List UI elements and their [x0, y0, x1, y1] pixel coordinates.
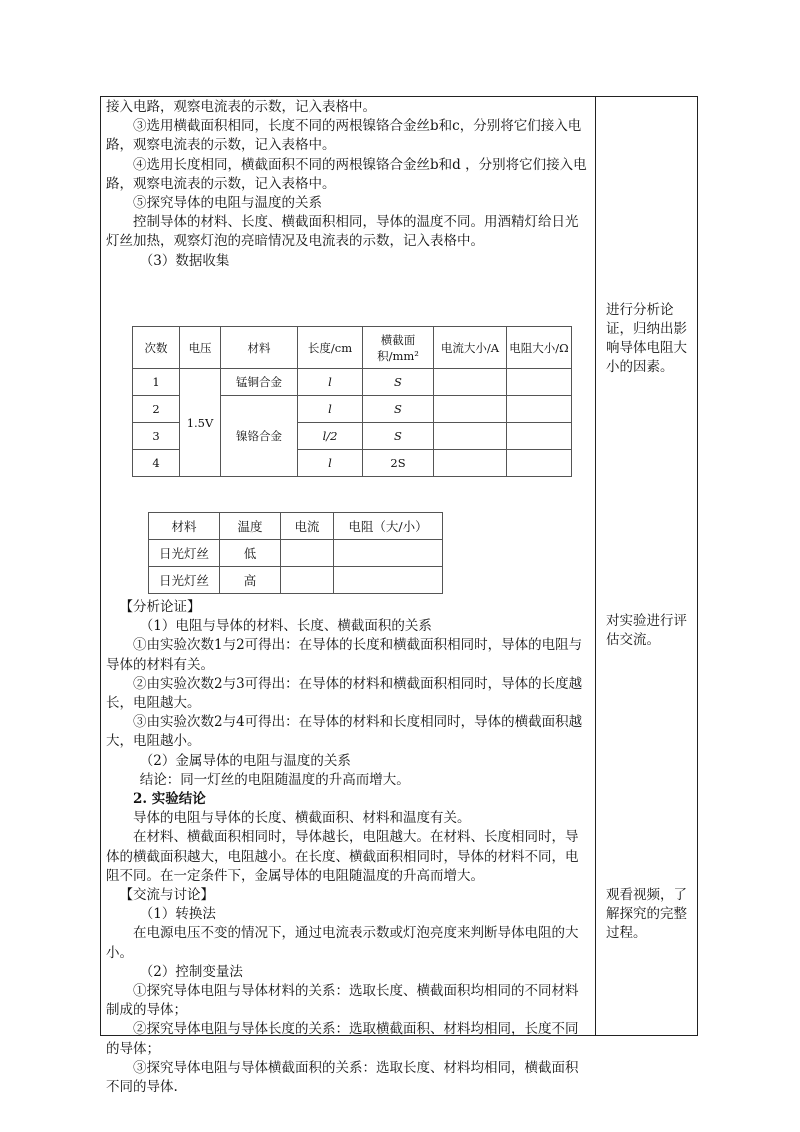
table-cell: 3: [133, 423, 180, 450]
section-heading: 【分析论证】: [119, 599, 201, 615]
table-cell: [434, 450, 507, 477]
table-cell: 4: [133, 450, 180, 477]
paragraph: 结论：同一灯丝的电阻随温度的升高而增大。: [139, 771, 410, 788]
side-note: 观看视频，了解探究的完整过程。: [606, 887, 687, 941]
table-header: 电压: [180, 327, 221, 369]
table-header: 长度/cm: [298, 327, 363, 369]
table-cell: S: [363, 369, 434, 396]
table-cell: [434, 423, 507, 450]
table-cell: [507, 396, 572, 423]
table-cell: 锰铜合金: [221, 369, 298, 396]
table-header: 材料: [221, 327, 298, 369]
paragraph: ②探究导体电阻与导体长度的关系：选取横截面积、材料均相同，长度不同的导体；: [106, 1021, 579, 1057]
paragraph: 在材料、横截面积相同时，导体越长，电阻越大。在材料、长度相同时，导体的横截面积越大，电阻越小。在长度、横截面积相同时，导体的材料不同，电阻不同。在一定条件下，金属导体的电阻随温度的升高而增大。: [106, 829, 579, 884]
table-header: 电流: [281, 513, 334, 540]
table-cell: 1: [133, 369, 180, 396]
table-cell: [507, 450, 572, 477]
section-heading: （3）数据收集: [139, 252, 230, 269]
paragraph: ③选用横截面积相同，长度不同的两根镍铬合金丝b和c，分别将它们接入电路，观察电流表的示数，记入表格中。: [106, 118, 582, 154]
paragraph: 控制导体的材料、长度、横截面积相同，导体的温度不同。用酒精灯给日光灯丝加热，观察灯泡的亮暗情况及电流表的示数，记入表格中。: [106, 214, 579, 250]
paragraph: ①探究导体电阻与导体材料的关系：选取长度、横截面积均相同的不同材料制成的导体；: [106, 983, 579, 1019]
data-table-1: [132, 326, 572, 477]
procedure-text: [106, 98, 590, 271]
column-divider: [595, 96, 596, 1036]
table-cell: [434, 369, 507, 396]
paragraph: ④选用长度相同，横截面积不同的两根镍铬合金丝b和d ，分别将它们接入电路，观察电流表的示数，记入表格中。: [106, 156, 587, 192]
table-header: 电阻大小/Ω: [507, 327, 572, 369]
table-cell: [281, 540, 334, 567]
table-header: 电流大小/A: [434, 327, 507, 369]
table-cell: 2S: [363, 450, 434, 477]
paragraph: ③探究导体电阻与导体横截面积的关系：选取长度、材料均相同，横截面积不同的导体.: [106, 1059, 579, 1096]
table-cell: [334, 567, 443, 594]
table-header: 横截面积/mm²: [363, 327, 434, 369]
table-cell: S: [363, 396, 434, 423]
paragraph: 导体的电阻与导体的长度、横截面积、材料和温度有关。: [133, 810, 471, 827]
table-cell: l: [298, 450, 363, 477]
analysis-text: [106, 598, 590, 1097]
table-header: 电阻（大/小）: [334, 513, 443, 540]
table-header: 次数: [133, 327, 180, 369]
paragraph: ①由实验次数1与2可得出：在导体的长度和横截面积相同时，导体的电阻与导体的材料有关。: [106, 637, 583, 673]
paragraph: ②由实验次数2与3可得出：在导体的材料和横截面积相同时，导体的长度越长，电阻越大。: [106, 675, 583, 712]
section-heading: 【交流与讨论】: [119, 887, 214, 904]
table-cell: [507, 423, 572, 450]
side-note: 对实验进行评估交流。: [606, 613, 687, 648]
paragraph: （1）电阻与导体的材料、长度、横截面积的关系: [139, 618, 432, 635]
table-cell: l: [298, 369, 363, 396]
table-header: 材料: [149, 513, 220, 540]
table-cell: 2: [133, 396, 180, 423]
paragraph: （2）控制变量法: [139, 963, 243, 980]
table-cell: 低: [220, 540, 281, 567]
table-cell: l/2: [298, 423, 363, 450]
table-cell: 高: [220, 567, 281, 594]
table-cell: [334, 540, 443, 567]
table-cell: 1.5V: [180, 369, 221, 477]
paragraph: （2）金属导体的电阻与温度的关系: [139, 752, 351, 769]
data-table-2: [148, 512, 443, 594]
table-cell: [507, 369, 572, 396]
table-cell: 镍铬合金: [221, 396, 298, 477]
table-cell: l: [298, 396, 363, 423]
paragraph: 接入电路，观察电流表的示数，记入表格中。: [106, 99, 376, 115]
table-cell: 日光灯丝: [149, 567, 220, 594]
side-note: 进行分析论证，归纳出影响导体电阻大小的因素。: [606, 302, 687, 375]
section-heading: 2. 实验结论: [133, 791, 206, 808]
paragraph: （1）转换法: [139, 906, 216, 923]
paragraph: ⑤探究导体的电阻与温度的关系: [133, 195, 322, 212]
paragraph: ③由实验次数2与4可得出：在导体的材料和长度相同时，导体的横截面积越大，电阻越小。: [106, 714, 583, 750]
table-cell: [434, 396, 507, 423]
table-cell: 日光灯丝: [149, 540, 220, 567]
paragraph: 在电源电压不变的情况下，通过电流表示数或灯泡亮度来判断导体电阻的大小。: [106, 925, 579, 961]
table-cell: S: [363, 423, 434, 450]
table-header: 温度: [220, 513, 281, 540]
table-cell: [281, 567, 334, 594]
